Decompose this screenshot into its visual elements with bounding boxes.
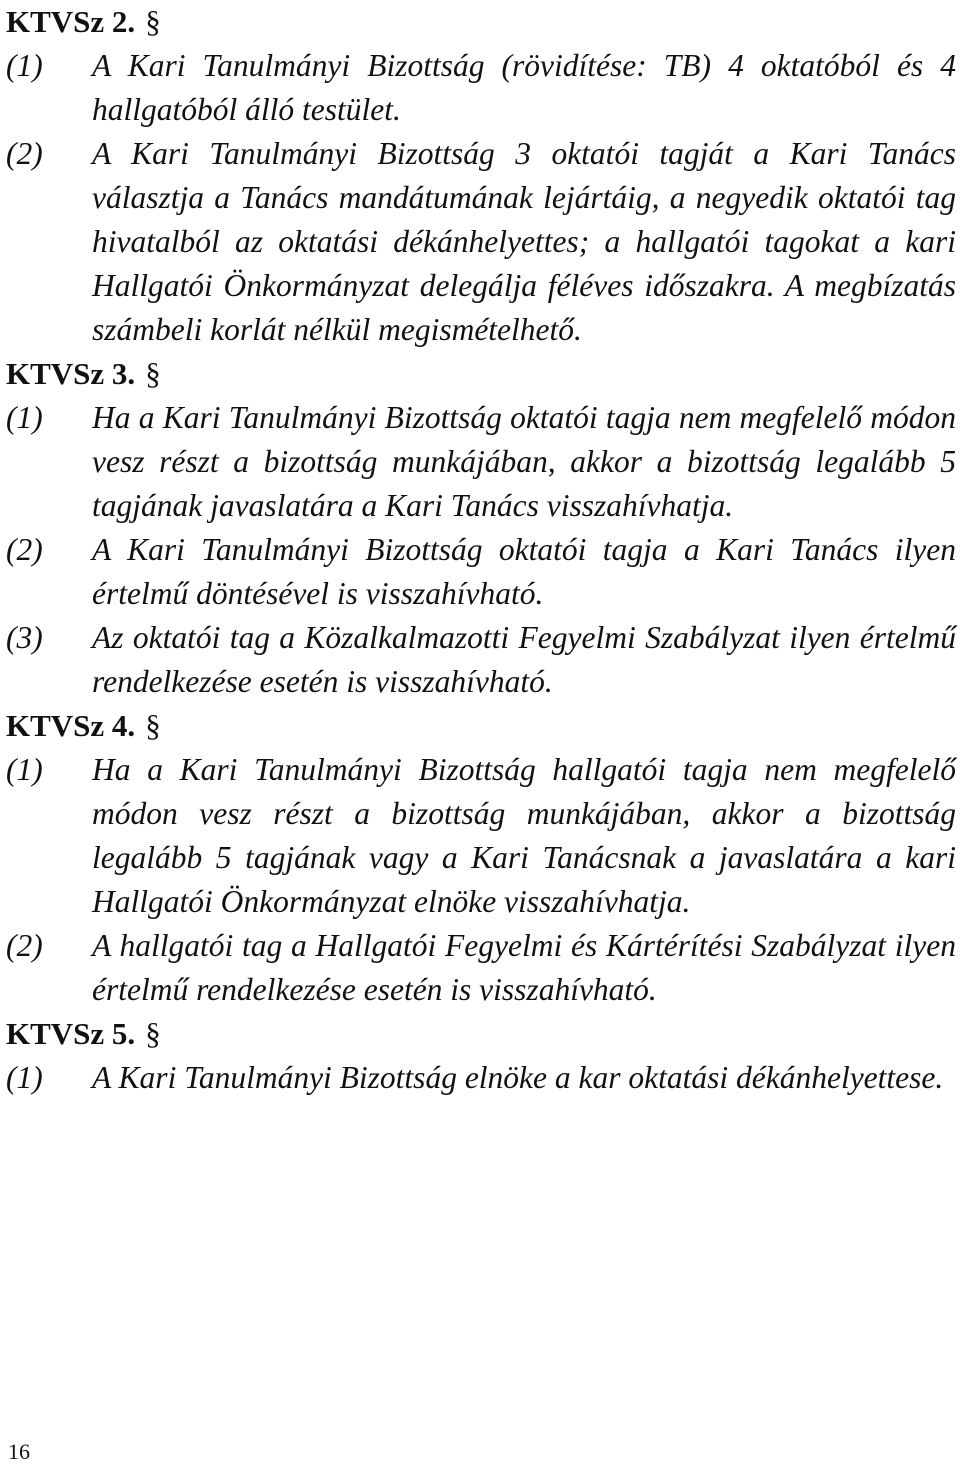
- paragraph-text: A Kari Tanulmányi Bizottság oktatói tagja a Kari Tanács ilyen értelmű döntésével is visszahívható.: [92, 532, 956, 611]
- paragraph: [6, 132, 956, 352]
- document-page: [6, 0, 956, 1100]
- section-heading: [6, 0, 956, 44]
- paragraph-number: (2): [6, 928, 43, 963]
- paragraph-number: (2): [6, 532, 43, 567]
- paragraph: [6, 616, 956, 704]
- section-heading-label: KTVSz 3.: [6, 356, 136, 391]
- section-ktvsz-4: [6, 704, 956, 1012]
- section-heading-label: KTVSz 2.: [6, 4, 136, 39]
- paragraph-number: (1): [6, 752, 43, 787]
- paragraph: [6, 748, 956, 924]
- paragraph-number: (1): [6, 1060, 43, 1095]
- paragraph-number: (3): [6, 620, 43, 655]
- paragraph-sign: §: [145, 356, 161, 391]
- paragraph: [6, 44, 956, 132]
- section-ktvsz-5: [6, 1012, 956, 1100]
- paragraph: [6, 396, 956, 528]
- paragraph-sign: §: [145, 708, 161, 743]
- paragraph-text: A Kari Tanulmányi Bizottság 3 oktatói tagját a Kari Tanács választja a Tanács mandátumának lejártáig, a negyedik oktatói tag hivatalból az oktatási dékánhelyettes; a hallgatói tagokat a kari Hallgatói Önkormányzat delegálja féléves időszakra. A megbízatás számbeli korlát nélkül megismételhető.: [92, 136, 956, 347]
- section-heading: [6, 352, 956, 396]
- paragraph: [6, 528, 956, 616]
- section-heading-label: KTVSz 4.: [6, 708, 136, 743]
- paragraph-text: Az oktatói tag a Közalkalmazotti Fegyelmi Szabályzat ilyen értelmű rendelkezése esetén is visszahívható.: [92, 620, 956, 699]
- paragraph: [6, 924, 956, 1012]
- section-heading: [6, 1012, 956, 1056]
- paragraph-text: Ha a Kari Tanulmányi Bizottság hallgatói tagja nem megfelelő módon vesz részt a bizottság munkájában, akkor a bizottság legalább 5 tagjának vagy a Kari Tanácsnak a javaslatára a kari Hallgatói Önkormányzat elnöke visszahívhatja.: [92, 752, 956, 919]
- paragraph-sign: §: [145, 4, 161, 39]
- paragraph-text: A Kari Tanulmányi Bizottság elnöke a kar oktatási dékánhelyettese.: [92, 1060, 944, 1095]
- paragraph-number: (1): [6, 400, 43, 435]
- paragraph: [6, 1056, 956, 1100]
- section-ktvsz-3: [6, 352, 956, 704]
- page-number: 16: [8, 1439, 30, 1464]
- paragraph-text: A hallgatói tag a Hallgatói Fegyelmi és Kártérítési Szabályzat ilyen értelmű rendelkezése esetén is visszahívható.: [92, 928, 956, 1007]
- paragraph-number: (2): [6, 136, 43, 171]
- section-heading-label: KTVSz 5.: [6, 1016, 136, 1051]
- paragraph-sign: §: [145, 1016, 161, 1051]
- paragraph-number: (1): [6, 48, 43, 83]
- paragraph-text: Ha a Kari Tanulmányi Bizottság oktatói tagja nem megfelelő módon vesz részt a bizottság munkájában, akkor a bizottság legalább 5 tagjának javaslatára a Kari Tanács visszahívhatja.: [92, 400, 956, 523]
- section-heading: [6, 704, 956, 748]
- paragraph-text: A Kari Tanulmányi Bizottság (rövidítése: TB) 4 oktatóból és 4 hallgatóból álló testület.: [92, 48, 956, 127]
- section-ktvsz-2: [6, 0, 956, 352]
